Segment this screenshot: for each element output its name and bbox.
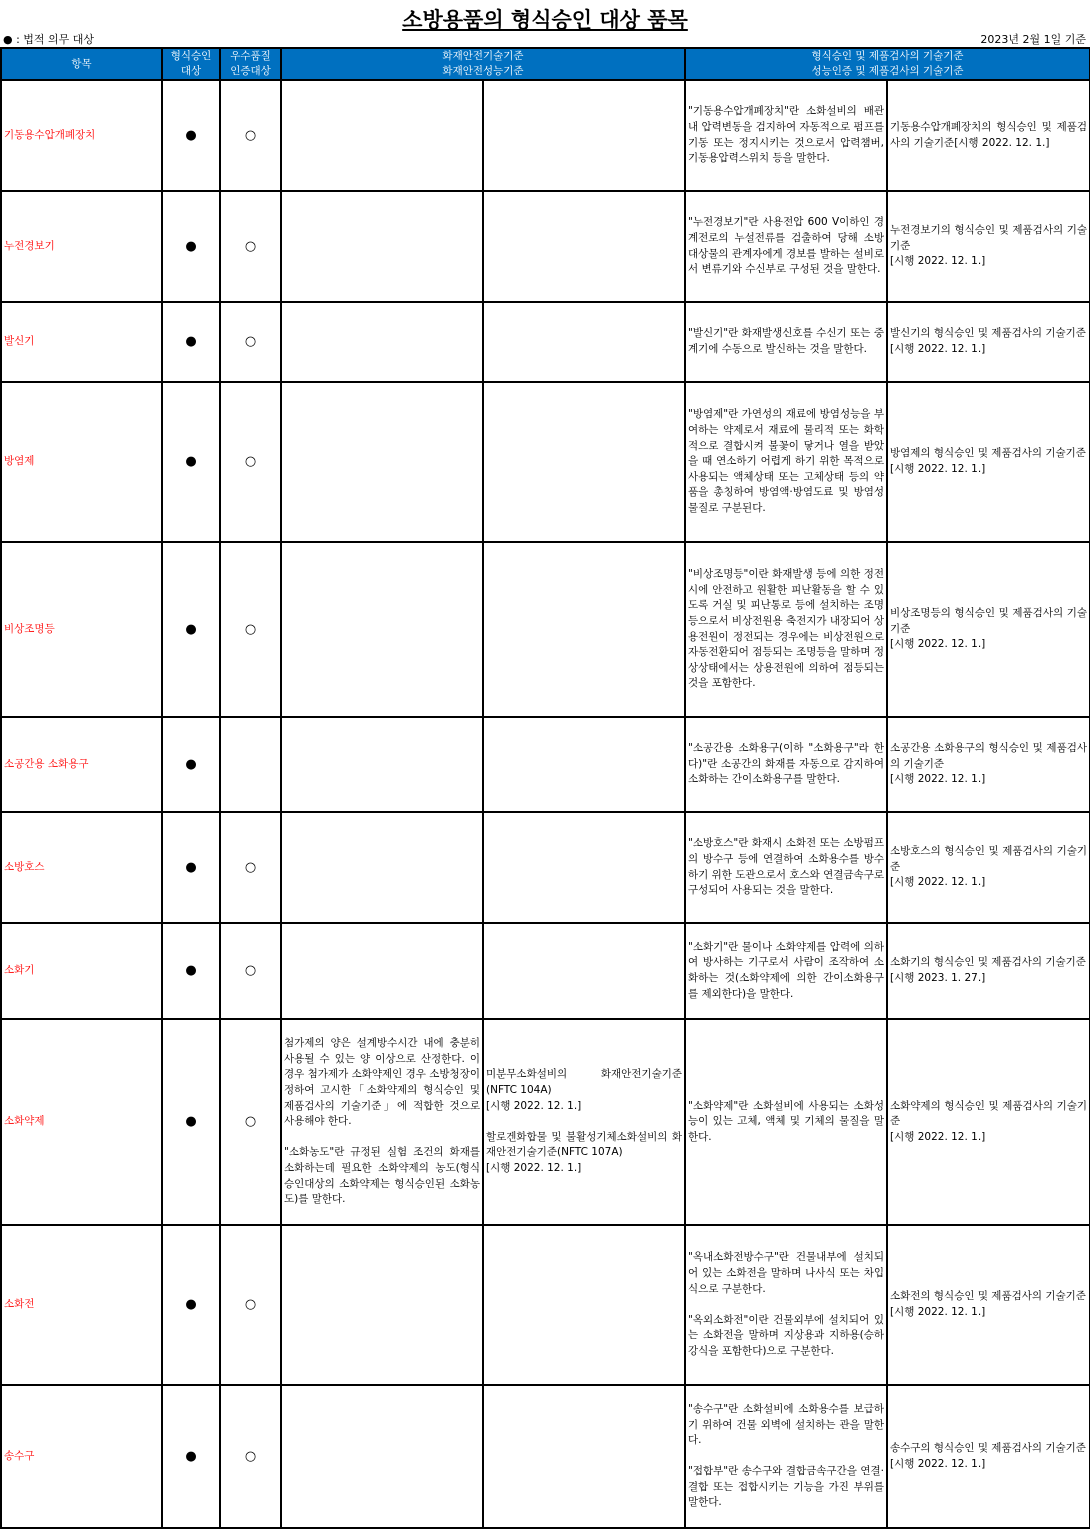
definition: "방염제"란 가연성의 재료에 방염성능을 부여하는 약제로서 재료에 물리적 또는 화학적으로 결합시켜 불꽃이 닿거나 열을 받았을 때 연소하기 어렵게 하기 위한 목적으로 사용되는 액체상태 또는 고체상태 등의 약품을 총칭하여 방염액·방염도료 및 방염성물질로 구분된다. (685, 382, 887, 542)
quality-mark: ○ (220, 1385, 281, 1528)
legend-note: ● : 법적 의무 대상 (3, 33, 95, 46)
definition: "발신기"란 화재발생신호를 수신기 또는 중계기에 수동으로 발신하는 것을 말한다. (685, 302, 887, 382)
table-row (1, 1019, 1090, 1225)
definition: "소방호스"란 화재시 소화전 또는 소방펌프의 방수구 등에 연결하여 소화용수를 방수하기 위한 도관으로서 호스와 연결금속구로 구성되어 사용되는 것을 말한다. (685, 812, 887, 923)
table-row (1, 923, 1090, 1019)
tech-standard: 소공간용 소화용구의 형식승인 및 제품검사의 기술기준 [시행 2022. 12. 1.] (887, 717, 1090, 812)
item-name: 소화기 (1, 923, 162, 1019)
tech-standard: 소방호스의 형식승인 및 제품검사의 기술기준 [시행 2022. 12. 1.] (887, 812, 1090, 923)
item-name: 기동용수압개폐장치 (1, 80, 162, 191)
table-row (1, 302, 1090, 382)
approval-mark: ● (162, 1225, 220, 1385)
tech-standard: 소화기의 형식승인 및 제품검사의 기술기준 [시행 2023. 1. 27.] (887, 923, 1090, 1019)
fire-standard: 미분무소화설비의 화재안전기술기준(NFTC 104A) [시행 2022. 12. 1.] 할로겐화합물 및 불활성기체소화설비의 화재안전기술기준(NFTC 107A) [시행 2022. 12. 1.] (483, 1019, 685, 1225)
item-name: 소공간용 소화용구 (1, 717, 162, 812)
page-title: 소방용품의 형식승인 대상 품목 (402, 8, 688, 32)
table-row (1, 717, 1090, 812)
fire-description (281, 80, 483, 191)
quality-mark: ○ (220, 382, 281, 542)
fire-description (281, 542, 483, 717)
table-header-row (1, 48, 1090, 80)
definition: "소공간용 소화용구(이하 "소화용구"라 한다)"란 소공간의 화재를 자동으로 감지하여 소화하는 간이소화용구를 말한다. (685, 717, 887, 812)
item-name: 방염제 (1, 382, 162, 542)
fire-standard (483, 302, 685, 382)
approval-items-table (0, 47, 1090, 1529)
tech-standard: 기동용수압개폐장치의 형식승인 및 제품검사의 기술기준[시행 2022. 12. 1.] (887, 80, 1090, 191)
fire-description (281, 717, 483, 812)
table-row (1, 191, 1090, 302)
header-approval: 형식승인 대상 (162, 48, 220, 80)
item-name: 송수구 (1, 1385, 162, 1528)
quality-mark: ○ (220, 542, 281, 717)
item-name: 누전경보기 (1, 191, 162, 302)
tech-standard: 비상조명등의 형식승인 및 제품검사의 기술기준 [시행 2022. 12. 1.] (887, 542, 1090, 717)
reference-date: 2023년 2월 1일 기준 (980, 33, 1086, 46)
item-name: 소화전 (1, 1225, 162, 1385)
definition: "송수구"란 소화설비에 소화용수를 보급하기 위하여 건물 외벽에 설치하는 관을 말한다. "접합부"란 송수구와 결합금속구간을 연결·결합 또는 접합시키는 기능을 가진 부위를 말한다. (685, 1385, 887, 1528)
header-quality: 우수품질 인증대상 (220, 48, 281, 80)
header-tech-standard: 형식승인 및 제품검사의 기술기준 성능인증 및 제품검사의 기술기준 (685, 48, 1090, 80)
approval-mark: ● (162, 542, 220, 717)
quality-mark: ○ (220, 812, 281, 923)
tech-standard: 누전경보기의 형식승인 및 제품검사의 기술기준 [시행 2022. 12. 1.] (887, 191, 1090, 302)
fire-description (281, 923, 483, 1019)
table-row (1, 382, 1090, 542)
fire-description (281, 812, 483, 923)
fire-standard (483, 382, 685, 542)
quality-mark: ○ (220, 191, 281, 302)
tech-standard: 방염제의 형식승인 및 제품검사의 기술기준 [시행 2022. 12. 1.] (887, 382, 1090, 542)
fire-description (281, 1225, 483, 1385)
fire-description (281, 191, 483, 302)
item-name: 발신기 (1, 302, 162, 382)
table-row (1, 80, 1090, 191)
header-fire-standard: 화재안전기술기준 화재안전성능기준 (281, 48, 685, 80)
table-row (1, 1225, 1090, 1385)
definition: "옥내소화전방수구"란 건물내부에 설치되어 있는 소화전을 말하며 나사식 또는 차입식으로 구분한다. "옥외소화전"이란 건물외부에 설치되어 있는 소화전을 말하며 지상용과 지하용(승하강식을 포함한다)으로 구분한다. (685, 1225, 887, 1385)
tech-standard: 소화약제의 형식승인 및 제품검사의 기술기준 [시행 2022. 12. 1.] (887, 1019, 1090, 1225)
tech-standard: 발신기의 형식승인 및 제품검사의 기술기준 [시행 2022. 12. 1.] (887, 302, 1090, 382)
definition: "누전경보기"란 사용전압 600 V이하인 경계전로의 누설전류를 검출하여 당해 소방 대상물의 관계자에게 경보를 발하는 설비로서 변류기와 수신부로 구성된 것을 말한다. (685, 191, 887, 302)
fire-standard (483, 717, 685, 812)
item-name: 소화약제 (1, 1019, 162, 1225)
definition: "기동용수압개폐장치"란 소화설비의 배관내 압력변동을 검지하여 자동적으로 펌프를 기동 또는 정지시키는 것으로서 압력챔버, 기동용압력스위치 등을 말한다. (685, 80, 887, 191)
table-row (1, 542, 1090, 717)
approval-mark: ● (162, 1019, 220, 1225)
fire-standard (483, 542, 685, 717)
item-name: 소방호스 (1, 812, 162, 923)
quality-mark: ○ (220, 1225, 281, 1385)
quality-mark: ○ (220, 302, 281, 382)
approval-mark: ● (162, 717, 220, 812)
table-row (1, 812, 1090, 923)
quality-mark (220, 717, 281, 812)
fire-description: 첨가제의 양은 설계방수시간 내에 충분히 사용될 수 있는 양 이상으로 산정한다. 이 경우 첨가제가 소화약제인 경우 소방청장이 정하여 고시한「소화약제의 형식승인 및 제품검사의 기술기준」에 적합한 것으로 사용해야 한다. "소화농도"란 규정된 실험 조건의 화재를 소화하는데 필요한 소화약제의 농도(형식승인대상의 소화약제는 형식승인된 소화농도)를 말한다. (281, 1019, 483, 1225)
fire-standard (483, 1385, 685, 1528)
fire-description (281, 1385, 483, 1528)
tech-standard: 송수구의 형식승인 및 제품검사의 기술기준 [시행 2022. 12. 1.] (887, 1385, 1090, 1528)
fire-standard (483, 191, 685, 302)
fire-standard (483, 1225, 685, 1385)
quality-mark: ○ (220, 1019, 281, 1225)
fire-standard (483, 812, 685, 923)
header-item: 항목 (1, 48, 162, 80)
approval-mark: ● (162, 191, 220, 302)
fire-standard (483, 923, 685, 1019)
fire-standard (483, 80, 685, 191)
item-name: 비상조명등 (1, 542, 162, 717)
approval-mark: ● (162, 382, 220, 542)
fire-description (281, 302, 483, 382)
table-row (1, 1385, 1090, 1528)
quality-mark: ○ (220, 923, 281, 1019)
definition: "소화기"란 물이나 소화약제를 압력에 의하여 방사하는 기구로서 사람이 조작하여 소화하는 것(소화약제에 의한 간이소화용구를 제외한다)을 말한다. (685, 923, 887, 1019)
approval-mark: ● (162, 80, 220, 191)
approval-mark: ● (162, 923, 220, 1019)
tech-standard: 소화전의 형식승인 및 제품검사의 기술기준 [시행 2022. 12. 1.] (887, 1225, 1090, 1385)
approval-mark: ● (162, 812, 220, 923)
approval-mark: ● (162, 1385, 220, 1528)
definition: "소화약제"란 소화설비에 사용되는 소화성능이 있는 고체, 액체 및 기체의 물질을 말한다. (685, 1019, 887, 1225)
definition: "비상조명등"이란 화재발생 등에 의한 정전시에 안전하고 원활한 피난활동을 할 수 있도록 거실 및 피난통로 등에 설치하는 조명등으로서 비상전원용 축전지가 내장되어 상용전원이 정전되는 경우에는 비상전원으로 자동전환되어 점등되는 조명등을 말하며 정상상태에서는 상용전원에 의하여 점등되는 것을 포함한다. (685, 542, 887, 717)
approval-mark: ● (162, 302, 220, 382)
quality-mark: ○ (220, 80, 281, 191)
fire-description (281, 382, 483, 542)
